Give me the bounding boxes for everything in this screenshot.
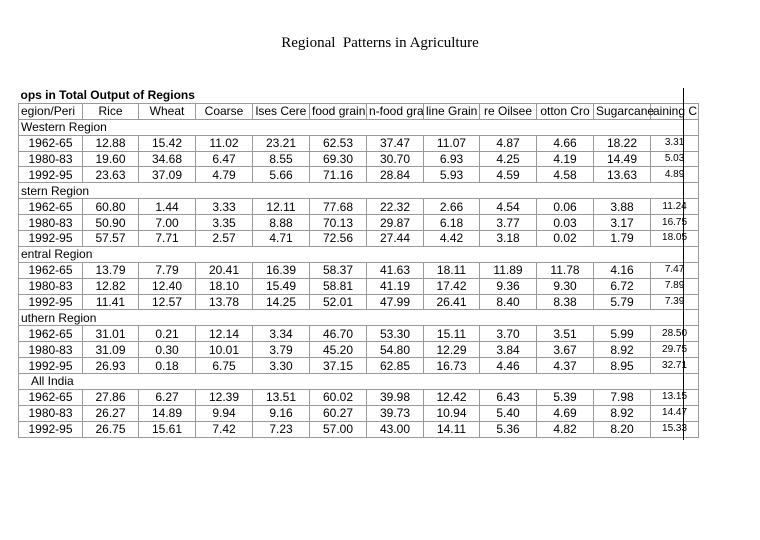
- value-cell: 15.42: [139, 135, 196, 151]
- value-cell: 43.00: [367, 421, 424, 437]
- value-cell: 60.80: [83, 199, 139, 215]
- value-cell: 12.88: [83, 135, 139, 151]
- value-cell: 18.05: [651, 231, 699, 247]
- value-cell: 7.79: [139, 262, 196, 278]
- region-label: stern Region: [19, 183, 699, 199]
- value-cell: 4.89: [651, 167, 699, 183]
- value-cell: 13.51: [253, 389, 310, 405]
- value-cell: 5.40: [480, 405, 537, 421]
- value-cell: 7.71: [139, 231, 196, 247]
- value-cell: 4.59: [480, 167, 537, 183]
- value-cell: 4.71: [253, 231, 310, 247]
- table-row: [19, 135, 699, 151]
- table-row: [19, 405, 699, 421]
- period-cell: 1992-95: [19, 231, 83, 247]
- region-label: All India: [19, 374, 699, 390]
- value-cell: 4.66: [537, 135, 594, 151]
- value-cell: 22.32: [367, 199, 424, 215]
- value-cell: 8.55: [253, 151, 310, 167]
- value-cell: 13.15: [651, 389, 699, 405]
- region-group-row: [19, 310, 699, 326]
- value-cell: 6.27: [139, 389, 196, 405]
- table-row: [19, 151, 699, 167]
- table-row: [19, 231, 699, 247]
- value-cell: 57.57: [83, 231, 139, 247]
- table-row: [19, 199, 699, 215]
- value-cell: 5.93: [424, 167, 480, 183]
- value-cell: 3.77: [480, 215, 537, 231]
- value-cell: 7.42: [196, 421, 253, 437]
- value-cell: 6.75: [196, 358, 253, 374]
- value-cell: 30.70: [367, 151, 424, 167]
- value-cell: 3.31: [651, 135, 699, 151]
- value-cell: 47.99: [367, 294, 424, 310]
- value-cell: 11.89: [480, 262, 537, 278]
- value-cell: 16.75: [651, 215, 699, 231]
- column-header: otton Cro: [537, 103, 594, 119]
- value-cell: 7.98: [594, 389, 651, 405]
- value-cell: 17.42: [424, 278, 480, 294]
- value-cell: 12.40: [139, 278, 196, 294]
- column-header: re Oilsee: [480, 103, 537, 119]
- value-cell: 39.98: [367, 389, 424, 405]
- value-cell: 29.75: [651, 342, 699, 358]
- value-cell: 58.37: [310, 262, 367, 278]
- value-cell: 4.82: [537, 421, 594, 437]
- value-cell: 39.73: [367, 405, 424, 421]
- value-cell: 69.30: [310, 151, 367, 167]
- value-cell: 3.88: [594, 199, 651, 215]
- table-row: [19, 167, 699, 183]
- value-cell: 26.75: [83, 421, 139, 437]
- value-cell: 7.23: [253, 421, 310, 437]
- column-header: food grain: [310, 103, 367, 119]
- value-cell: 54.80: [367, 342, 424, 358]
- value-cell: 14.89: [139, 405, 196, 421]
- column-header: line Grain: [424, 103, 480, 119]
- value-cell: 3.79: [253, 342, 310, 358]
- value-cell: 12.39: [196, 389, 253, 405]
- value-cell: 18.10: [196, 278, 253, 294]
- table-row: [19, 294, 699, 310]
- value-cell: 34.68: [139, 151, 196, 167]
- table-row: [19, 262, 699, 278]
- table-row: [19, 389, 699, 405]
- table-row: [19, 342, 699, 358]
- column-header: Rice: [83, 103, 139, 119]
- value-cell: 12.42: [424, 389, 480, 405]
- period-cell: 1992-95: [19, 421, 83, 437]
- caption-row: [19, 88, 699, 103]
- value-cell: 14.49: [594, 151, 651, 167]
- period-cell: 1980-83: [19, 278, 83, 294]
- data-table: [18, 88, 699, 438]
- value-cell: 6.47: [196, 151, 253, 167]
- value-cell: 10.94: [424, 405, 480, 421]
- value-cell: 2.66: [424, 199, 480, 215]
- value-cell: 58.81: [310, 278, 367, 294]
- value-cell: 18.11: [424, 262, 480, 278]
- value-cell: 23.21: [253, 135, 310, 151]
- table-caption: ops in Total Output of Regions: [19, 88, 699, 103]
- table-row: [19, 215, 699, 231]
- value-cell: 5.39: [537, 389, 594, 405]
- table-row: [19, 278, 699, 294]
- value-cell: 53.30: [367, 326, 424, 342]
- value-cell: 37.09: [139, 167, 196, 183]
- value-cell: 37.47: [367, 135, 424, 151]
- value-cell: 4.25: [480, 151, 537, 167]
- period-cell: 1962-65: [19, 326, 83, 342]
- value-cell: 7.39: [651, 294, 699, 310]
- value-cell: 0.06: [537, 199, 594, 215]
- value-cell: 13.79: [83, 262, 139, 278]
- column-header: aining C: [651, 103, 699, 119]
- value-cell: 4.79: [196, 167, 253, 183]
- value-cell: 26.93: [83, 358, 139, 374]
- value-cell: 14.47: [651, 405, 699, 421]
- value-cell: 3.33: [196, 199, 253, 215]
- value-cell: 6.43: [480, 389, 537, 405]
- value-cell: 50.90: [83, 215, 139, 231]
- value-cell: 3.18: [480, 231, 537, 247]
- table-row: [19, 358, 699, 374]
- value-cell: 32.71: [651, 358, 699, 374]
- value-cell: 14.11: [424, 421, 480, 437]
- value-cell: 28.84: [367, 167, 424, 183]
- table-row: [19, 421, 699, 437]
- value-cell: 29.87: [367, 215, 424, 231]
- value-cell: 5.36: [480, 421, 537, 437]
- period-cell: 1992-95: [19, 167, 83, 183]
- value-cell: 37.15: [310, 358, 367, 374]
- value-cell: 5.03: [651, 151, 699, 167]
- value-cell: 4.87: [480, 135, 537, 151]
- period-cell: 1962-65: [19, 199, 83, 215]
- value-cell: 9.36: [480, 278, 537, 294]
- value-cell: 15.33: [651, 421, 699, 437]
- value-cell: 0.18: [139, 358, 196, 374]
- period-cell: 1980-83: [19, 215, 83, 231]
- value-cell: 60.02: [310, 389, 367, 405]
- value-cell: 9.16: [253, 405, 310, 421]
- value-cell: 4.37: [537, 358, 594, 374]
- value-cell: 15.61: [139, 421, 196, 437]
- column-header: Coarse: [196, 103, 253, 119]
- value-cell: 0.21: [139, 326, 196, 342]
- value-cell: 72.56: [310, 231, 367, 247]
- period-cell: 1980-83: [19, 342, 83, 358]
- region-label: entral Region: [19, 246, 699, 262]
- value-cell: 46.70: [310, 326, 367, 342]
- value-cell: 8.92: [594, 405, 651, 421]
- value-cell: 4.58: [537, 167, 594, 183]
- value-cell: 3.17: [594, 215, 651, 231]
- value-cell: 3.35: [196, 215, 253, 231]
- value-cell: 2.57: [196, 231, 253, 247]
- period-cell: 1962-65: [19, 389, 83, 405]
- value-cell: 12.82: [83, 278, 139, 294]
- value-cell: 5.66: [253, 167, 310, 183]
- value-cell: 11.41: [83, 294, 139, 310]
- value-cell: 45.20: [310, 342, 367, 358]
- column-header: Sugarcane: [594, 103, 651, 119]
- value-cell: 3.51: [537, 326, 594, 342]
- value-cell: 52.01: [310, 294, 367, 310]
- value-cell: 31.09: [83, 342, 139, 358]
- value-cell: 6.72: [594, 278, 651, 294]
- value-cell: 8.38: [537, 294, 594, 310]
- value-cell: 12.11: [253, 199, 310, 215]
- value-cell: 18.22: [594, 135, 651, 151]
- value-cell: 4.19: [537, 151, 594, 167]
- value-cell: 6.93: [424, 151, 480, 167]
- value-cell: 4.46: [480, 358, 537, 374]
- region-group-row: [19, 374, 699, 390]
- value-cell: 4.42: [424, 231, 480, 247]
- value-cell: 9.30: [537, 278, 594, 294]
- value-cell: 4.16: [594, 262, 651, 278]
- value-cell: 10.01: [196, 342, 253, 358]
- value-cell: 8.92: [594, 342, 651, 358]
- value-cell: 3.70: [480, 326, 537, 342]
- value-cell: 12.29: [424, 342, 480, 358]
- region-group-row: [19, 119, 699, 135]
- column-header: Wheat: [139, 103, 196, 119]
- region-label: uthern Region: [19, 310, 699, 326]
- value-cell: 19.60: [83, 151, 139, 167]
- period-cell: 1962-65: [19, 262, 83, 278]
- value-cell: 16.39: [253, 262, 310, 278]
- value-cell: 20.41: [196, 262, 253, 278]
- value-cell: 60.27: [310, 405, 367, 421]
- period-cell: 1980-83: [19, 405, 83, 421]
- value-cell: 41.63: [367, 262, 424, 278]
- value-cell: 7.47: [651, 262, 699, 278]
- value-cell: 77.68: [310, 199, 367, 215]
- value-cell: 3.67: [537, 342, 594, 358]
- spreadsheet-table: [20, 88, 698, 440]
- value-cell: 41.19: [367, 278, 424, 294]
- value-cell: 4.54: [480, 199, 537, 215]
- value-cell: 11.02: [196, 135, 253, 151]
- value-cell: 5.99: [594, 326, 651, 342]
- value-cell: 31.01: [83, 326, 139, 342]
- value-cell: 27.86: [83, 389, 139, 405]
- value-cell: 11.24: [651, 199, 699, 215]
- header-row: [19, 103, 699, 119]
- period-cell: 1992-95: [19, 294, 83, 310]
- value-cell: 8.40: [480, 294, 537, 310]
- value-cell: 71.16: [310, 167, 367, 183]
- value-cell: 1.44: [139, 199, 196, 215]
- value-cell: 11.07: [424, 135, 480, 151]
- table-row: [19, 326, 699, 342]
- value-cell: 15.49: [253, 278, 310, 294]
- value-cell: 3.34: [253, 326, 310, 342]
- value-cell: 1.79: [594, 231, 651, 247]
- value-cell: 23.63: [83, 167, 139, 183]
- value-cell: 8.20: [594, 421, 651, 437]
- value-cell: 7.89: [651, 278, 699, 294]
- column-header: egion/Peri: [19, 103, 83, 119]
- value-cell: 7.00: [139, 215, 196, 231]
- value-cell: 14.25: [253, 294, 310, 310]
- period-cell: 1992-95: [19, 358, 83, 374]
- value-cell: 4.69: [537, 405, 594, 421]
- value-cell: 3.30: [253, 358, 310, 374]
- value-cell: 9.94: [196, 405, 253, 421]
- column-header: lses Cere: [253, 103, 310, 119]
- value-cell: 57.00: [310, 421, 367, 437]
- value-cell: 13.63: [594, 167, 651, 183]
- value-cell: 28.50: [651, 326, 699, 342]
- value-cell: 27.44: [367, 231, 424, 247]
- value-cell: 0.03: [537, 215, 594, 231]
- value-cell: 8.95: [594, 358, 651, 374]
- value-cell: 26.41: [424, 294, 480, 310]
- region-group-row: [19, 183, 699, 199]
- value-cell: 12.57: [139, 294, 196, 310]
- value-cell: 70.13: [310, 215, 367, 231]
- region-group-row: [19, 246, 699, 262]
- period-cell: 1962-65: [19, 135, 83, 151]
- value-cell: 26.27: [83, 405, 139, 421]
- value-cell: 3.84: [480, 342, 537, 358]
- value-cell: 12.14: [196, 326, 253, 342]
- value-cell: 5.79: [594, 294, 651, 310]
- value-cell: 62.53: [310, 135, 367, 151]
- value-cell: 8.88: [253, 215, 310, 231]
- value-cell: 13.78: [196, 294, 253, 310]
- value-cell: 15.11: [424, 326, 480, 342]
- value-cell: 6.18: [424, 215, 480, 231]
- value-cell: 62.85: [367, 358, 424, 374]
- region-label: Western Region: [19, 119, 699, 135]
- value-cell: 11.78: [537, 262, 594, 278]
- value-cell: 0.02: [537, 231, 594, 247]
- column-header: n-food gra: [367, 103, 424, 119]
- value-cell: 0.30: [139, 342, 196, 358]
- period-cell: 1980-83: [19, 151, 83, 167]
- page-title: Regional Patterns in Agriculture: [281, 35, 479, 51]
- value-cell: 16.73: [424, 358, 480, 374]
